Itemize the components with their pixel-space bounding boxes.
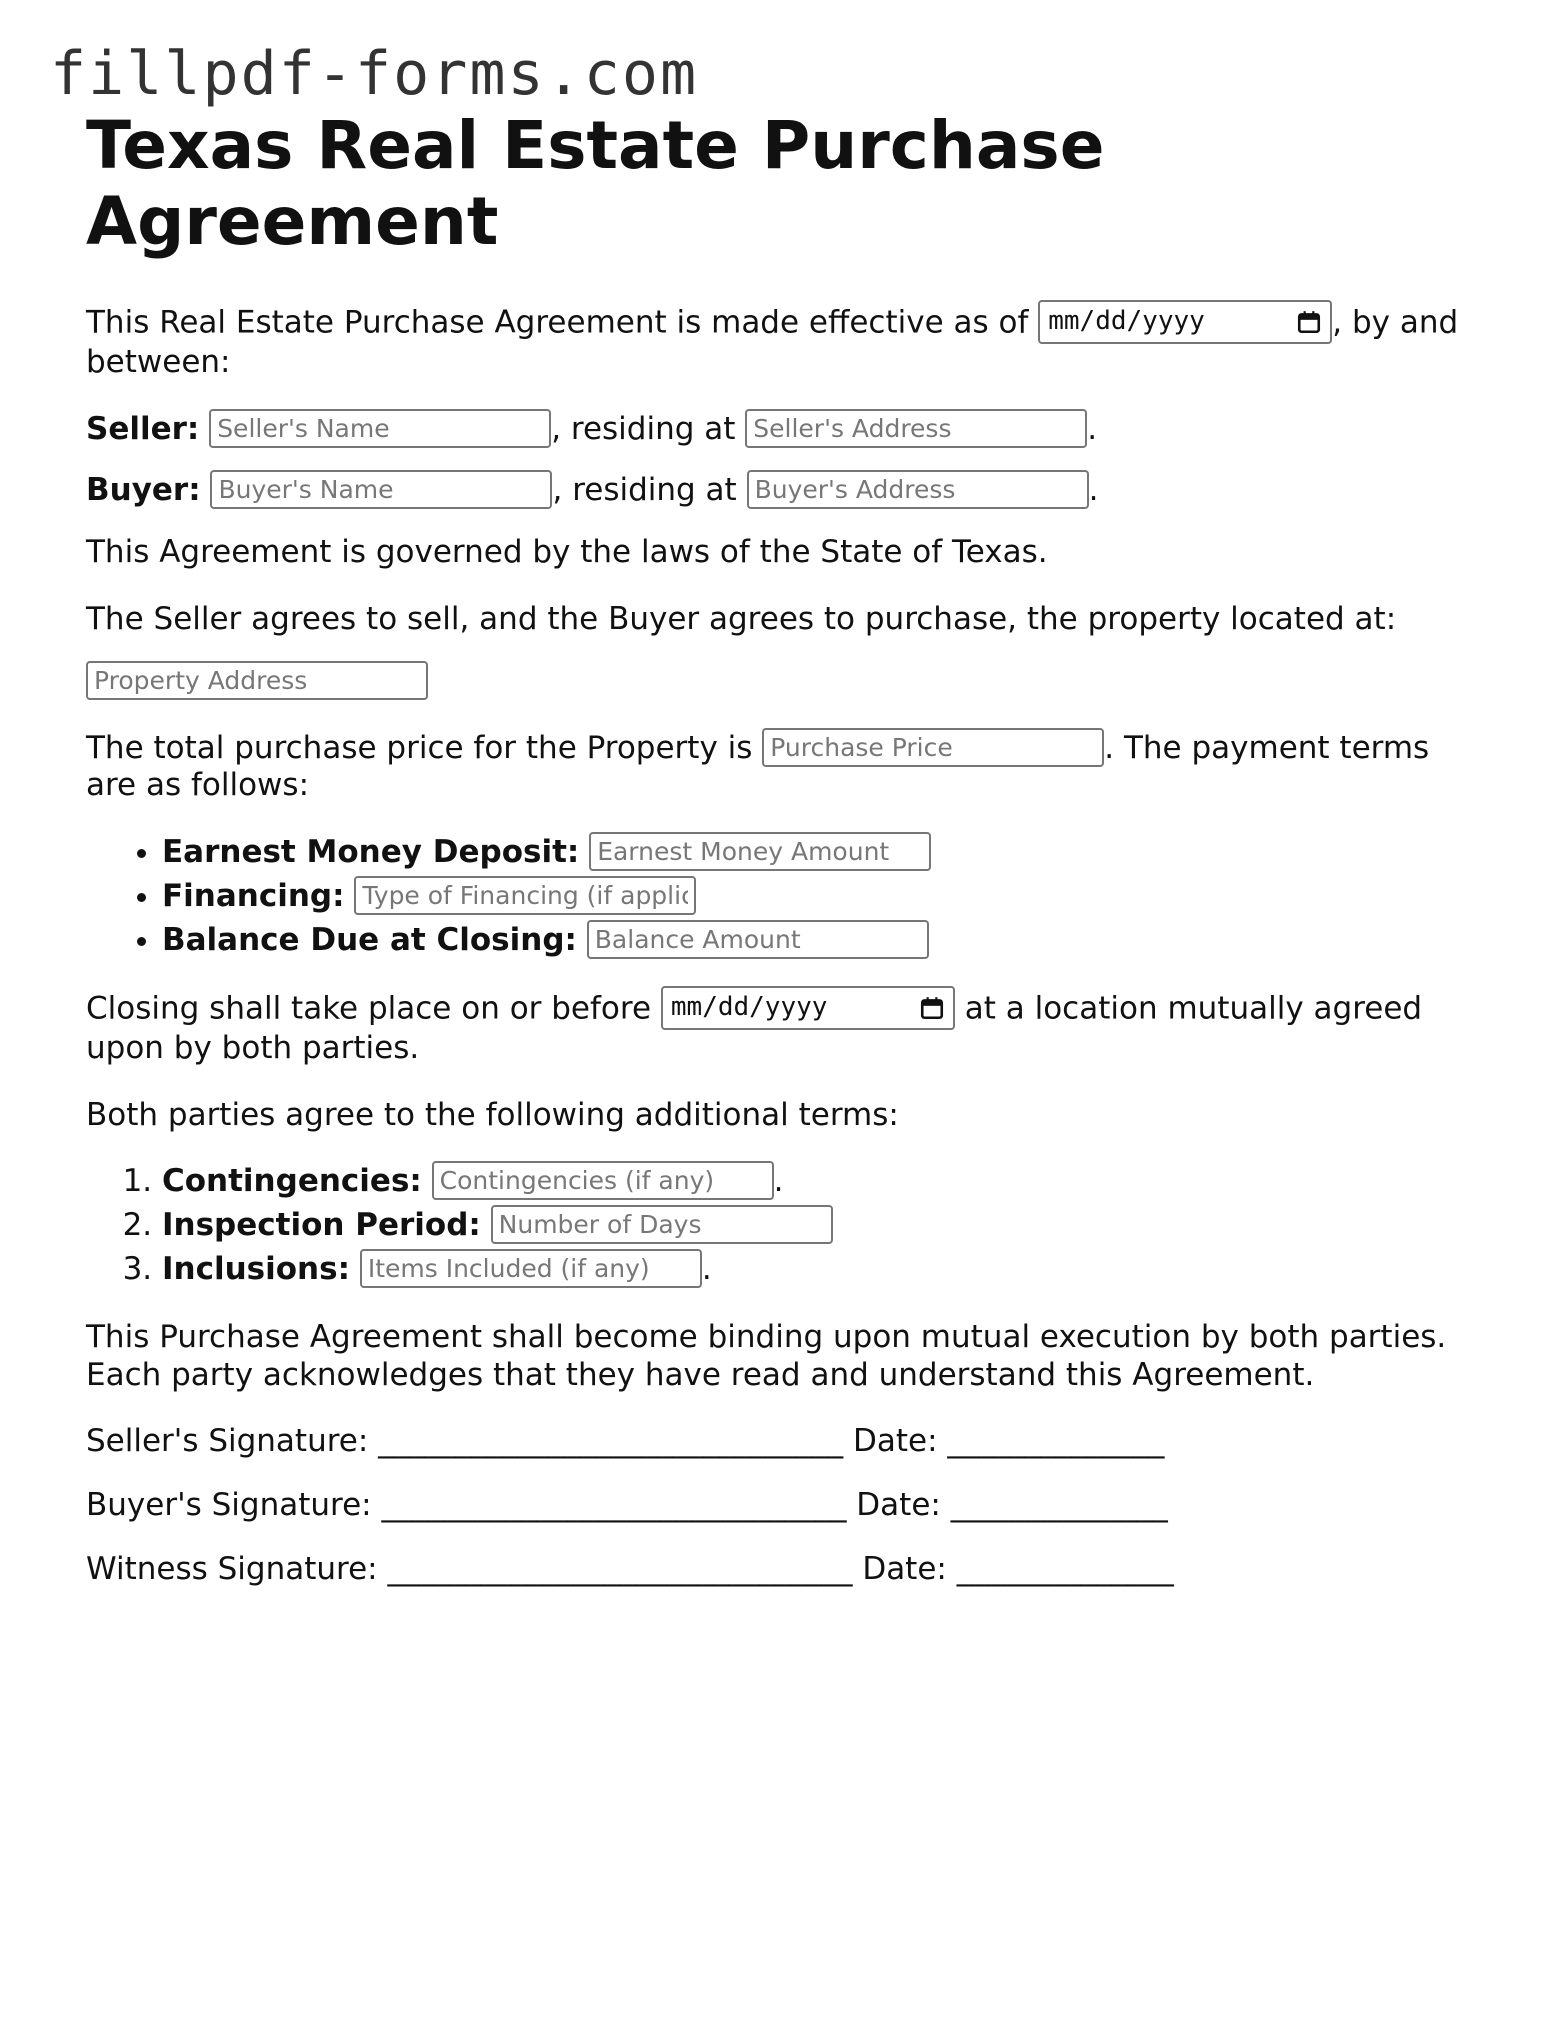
inclusions-label: Inclusions: (162, 1250, 350, 1287)
seller-residing-text: , residing at (551, 410, 746, 447)
governing-law-paragraph: This Agreement is governed by the laws of the State of Texas. (86, 534, 1048, 571)
calendar-icon[interactable] (1296, 309, 1322, 335)
seller-line-end: . (1087, 410, 1098, 447)
list-item (162, 1163, 1486, 1201)
effective-date-field[interactable] (1038, 300, 1332, 344)
buyer-line-end: . (1088, 472, 1099, 509)
inclusions-end: . (701, 1250, 712, 1287)
closing-paragraph (86, 990, 1486, 1068)
seller-label: Seller: (86, 410, 200, 447)
inclusions-input[interactable] (360, 1249, 702, 1288)
contingencies-label: Contingencies: (162, 1163, 422, 1200)
buyer-address-input[interactable] (747, 470, 1089, 509)
list-item (162, 878, 1486, 916)
inspection-days-input[interactable] (491, 1205, 833, 1244)
purchase-price-paragraph (86, 730, 1486, 806)
financing-input[interactable] (354, 876, 696, 915)
payment-terms-intro: . The payment terms are as follows: (86, 729, 1430, 804)
calendar-icon[interactable] (919, 995, 945, 1021)
property-paragraph: The Seller agrees to sell, and the Buyer agrees to purchase, the property located at: (86, 601, 1397, 638)
buyer-residing-text: , residing at (552, 472, 747, 509)
buyer-label: Buyer: (86, 472, 201, 509)
buyer-line (86, 472, 1486, 510)
watermark: fillpdf-forms.com (50, 39, 699, 109)
closing-text: Closing shall take place on or before (86, 990, 661, 1027)
witness-signature-line[interactable]: Witness Signature: ______________________________ Date: ______________ (86, 1551, 1174, 1588)
contingencies-end: . (773, 1163, 784, 1200)
balance-amount-input[interactable] (587, 920, 929, 959)
seller-address-input[interactable] (745, 409, 1087, 448)
buyer-name-input[interactable] (210, 470, 552, 509)
property-address-line (86, 663, 1486, 701)
closing-date-placeholder: mm/dd/yyyy (670, 991, 828, 1022)
intro-end-text: , by and between: (86, 304, 1459, 380)
list-item (162, 834, 1486, 872)
list-item (162, 1207, 1486, 1245)
purchase-price-text: The total purchase price for the Property is (86, 729, 763, 766)
agreement-document (86, 108, 1486, 1615)
property-address-input[interactable] (86, 661, 428, 700)
intro-paragraph (86, 304, 1486, 382)
additional-terms-list (86, 1163, 1486, 1288)
balance-due-label: Balance Due at Closing: (162, 921, 577, 958)
closing-end-text: at a location mutually agreed upon by both parties. (86, 990, 1423, 1066)
purchase-price-input[interactable] (762, 728, 1104, 767)
seller-name-input[interactable] (209, 409, 551, 448)
seller-signature-line[interactable]: Seller's Signature: ______________________________ Date: ______________ (86, 1423, 1165, 1460)
earnest-money-input[interactable] (589, 832, 931, 871)
list-item (162, 1251, 1486, 1289)
intro-text: This Real Estate Purchase Agreement is made effective as of (86, 304, 1039, 341)
inspection-period-label: Inspection Period: (162, 1207, 481, 1244)
contingencies-input[interactable] (432, 1161, 774, 1200)
effective-date-placeholder: mm/dd/yyyy (1048, 305, 1205, 336)
closing-date-field[interactable] (661, 986, 955, 1030)
list-item (162, 922, 1486, 960)
seller-line (86, 411, 1486, 449)
additional-terms-intro: Both parties agree to the following additional terms: (86, 1096, 899, 1133)
page-title: Texas Real Estate Purchase Agreement (86, 107, 1105, 260)
payment-terms-list (86, 834, 1486, 959)
binding-paragraph: This Purchase Agreement shall become binding upon mutual execution by both parties. Each party acknowledges that they have read and understand this Agreement. (86, 1318, 1447, 1393)
buyer-signature-line[interactable]: Buyer's Signature: ______________________________ Date: ______________ (86, 1487, 1168, 1524)
earnest-money-label: Earnest Money Deposit: (162, 834, 580, 871)
financing-label: Financing: (162, 878, 345, 915)
